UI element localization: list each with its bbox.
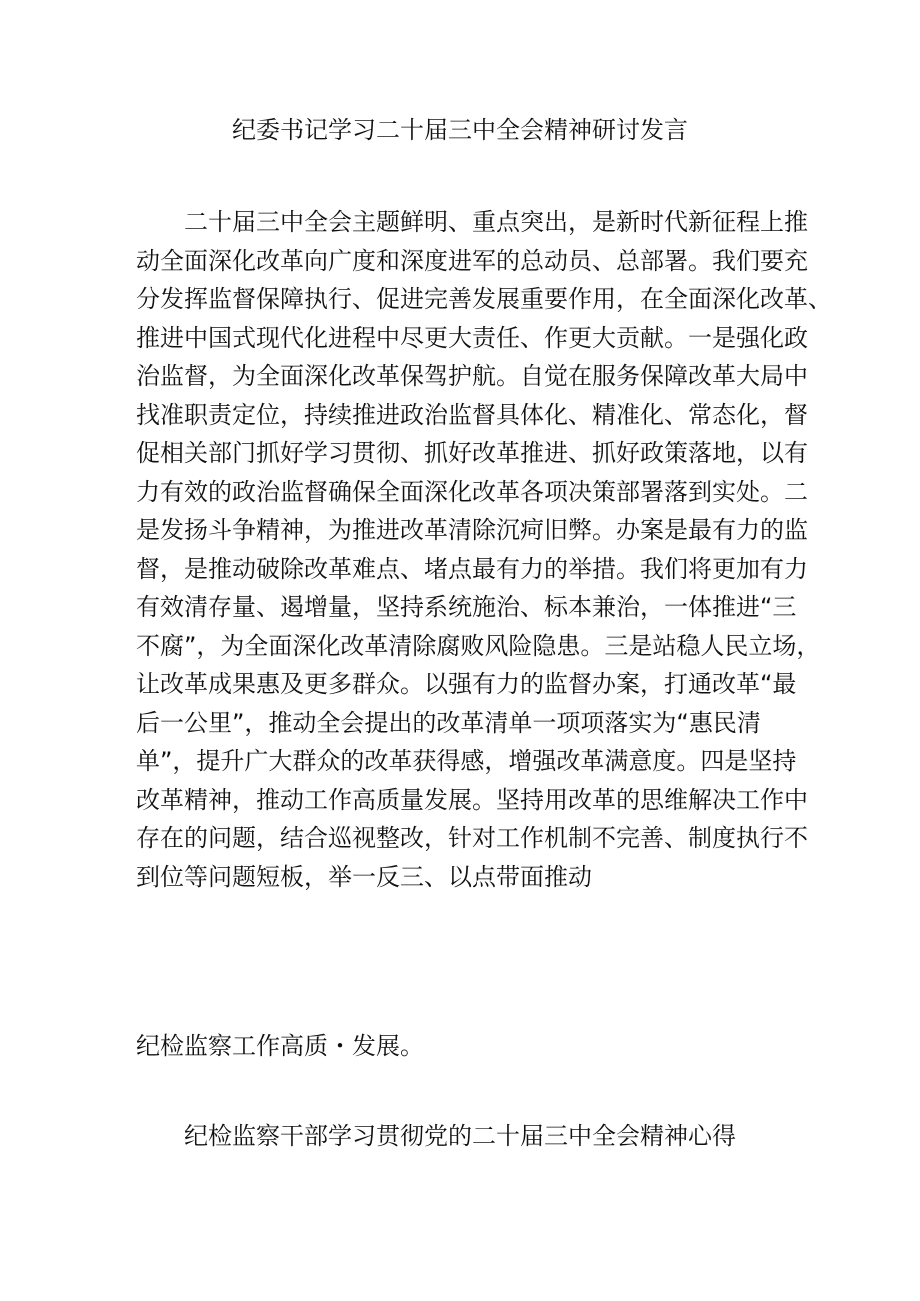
paragraph-line: 不腐”，为全面深化改革清除腐败风险隐患。三是站稳人民立场， <box>136 631 821 660</box>
document-body <box>136 203 832 896</box>
paragraph-line: 有效清存量、遏增量，坚持系统施治、标本兼治，一体推进“三 <box>136 593 797 621</box>
paragraph-line: 治监督，为全面深化改革保驾护航。自觉在服务保障改革大局中 <box>136 362 808 390</box>
next-section-title: 纪检监察干部学习贯彻党的二十届三中全会精神心得 <box>184 1122 736 1150</box>
paragraph-line: 改革精神，推动工作高质量发展。坚持用改革的思维解决工作中 <box>136 785 808 814</box>
paragraph-line: 二十届三中全会主题鲜明、重点突出，是新时代新征程上推 <box>184 208 808 236</box>
paragraph-line: 分发挥监督保障执行、促进完善发展重要作用，在全面深化改革、 <box>136 285 832 313</box>
paragraph-line: 后一公里”，推动全会提出的改革清单一项项落实为“惠民清 <box>136 708 761 737</box>
paragraph-line: 找准职责定位，持续推进政治监督具体化、精准化、常态化，督 <box>136 400 808 429</box>
paragraph-line: 督，是推动破除改革难点、堵点最有力的举措。我们将更加有力 <box>136 554 808 583</box>
paragraph-line: 是发扬斗争精神，为推进改革清除沉疴旧弊。办案是最有力的监 <box>136 516 808 544</box>
paragraph-line: 推进中国式现代化进程中尽更大责任、作更大贡献。一是强化政 <box>136 323 808 352</box>
paragraph-line: 促相关部门抓好学习贯彻、抓好改革推进、抓好政策落地，以有 <box>136 439 808 467</box>
document-title: 纪委书记学习二十届三中全会精神研讨发言 <box>232 116 688 144</box>
paragraph-line: 单”，提升广大群众的改革获得感，增强改革满意度。四是坚持 <box>136 747 797 775</box>
paragraph-line: 让改革成果惠及更多群众。以强有力的监督办案，打通改革“最 <box>136 670 797 698</box>
paragraph-line: 动全面深化改革向广度和深度进军的总动员、总部署。我们要充 <box>136 246 808 275</box>
paragraph-tail-line: 纪检监察工作高质・发展。 <box>136 1032 424 1060</box>
paragraph-line: 到位等问题短板，举一反三、以点带面推动 <box>136 862 592 891</box>
paragraph-line: 存在的问题，结合巡视整改，针对工作机制不完善、制度执行不 <box>136 824 808 852</box>
paragraph-line: 力有效的政治监督确保全面深化改革各项决策部署落到实处。二 <box>136 477 808 506</box>
